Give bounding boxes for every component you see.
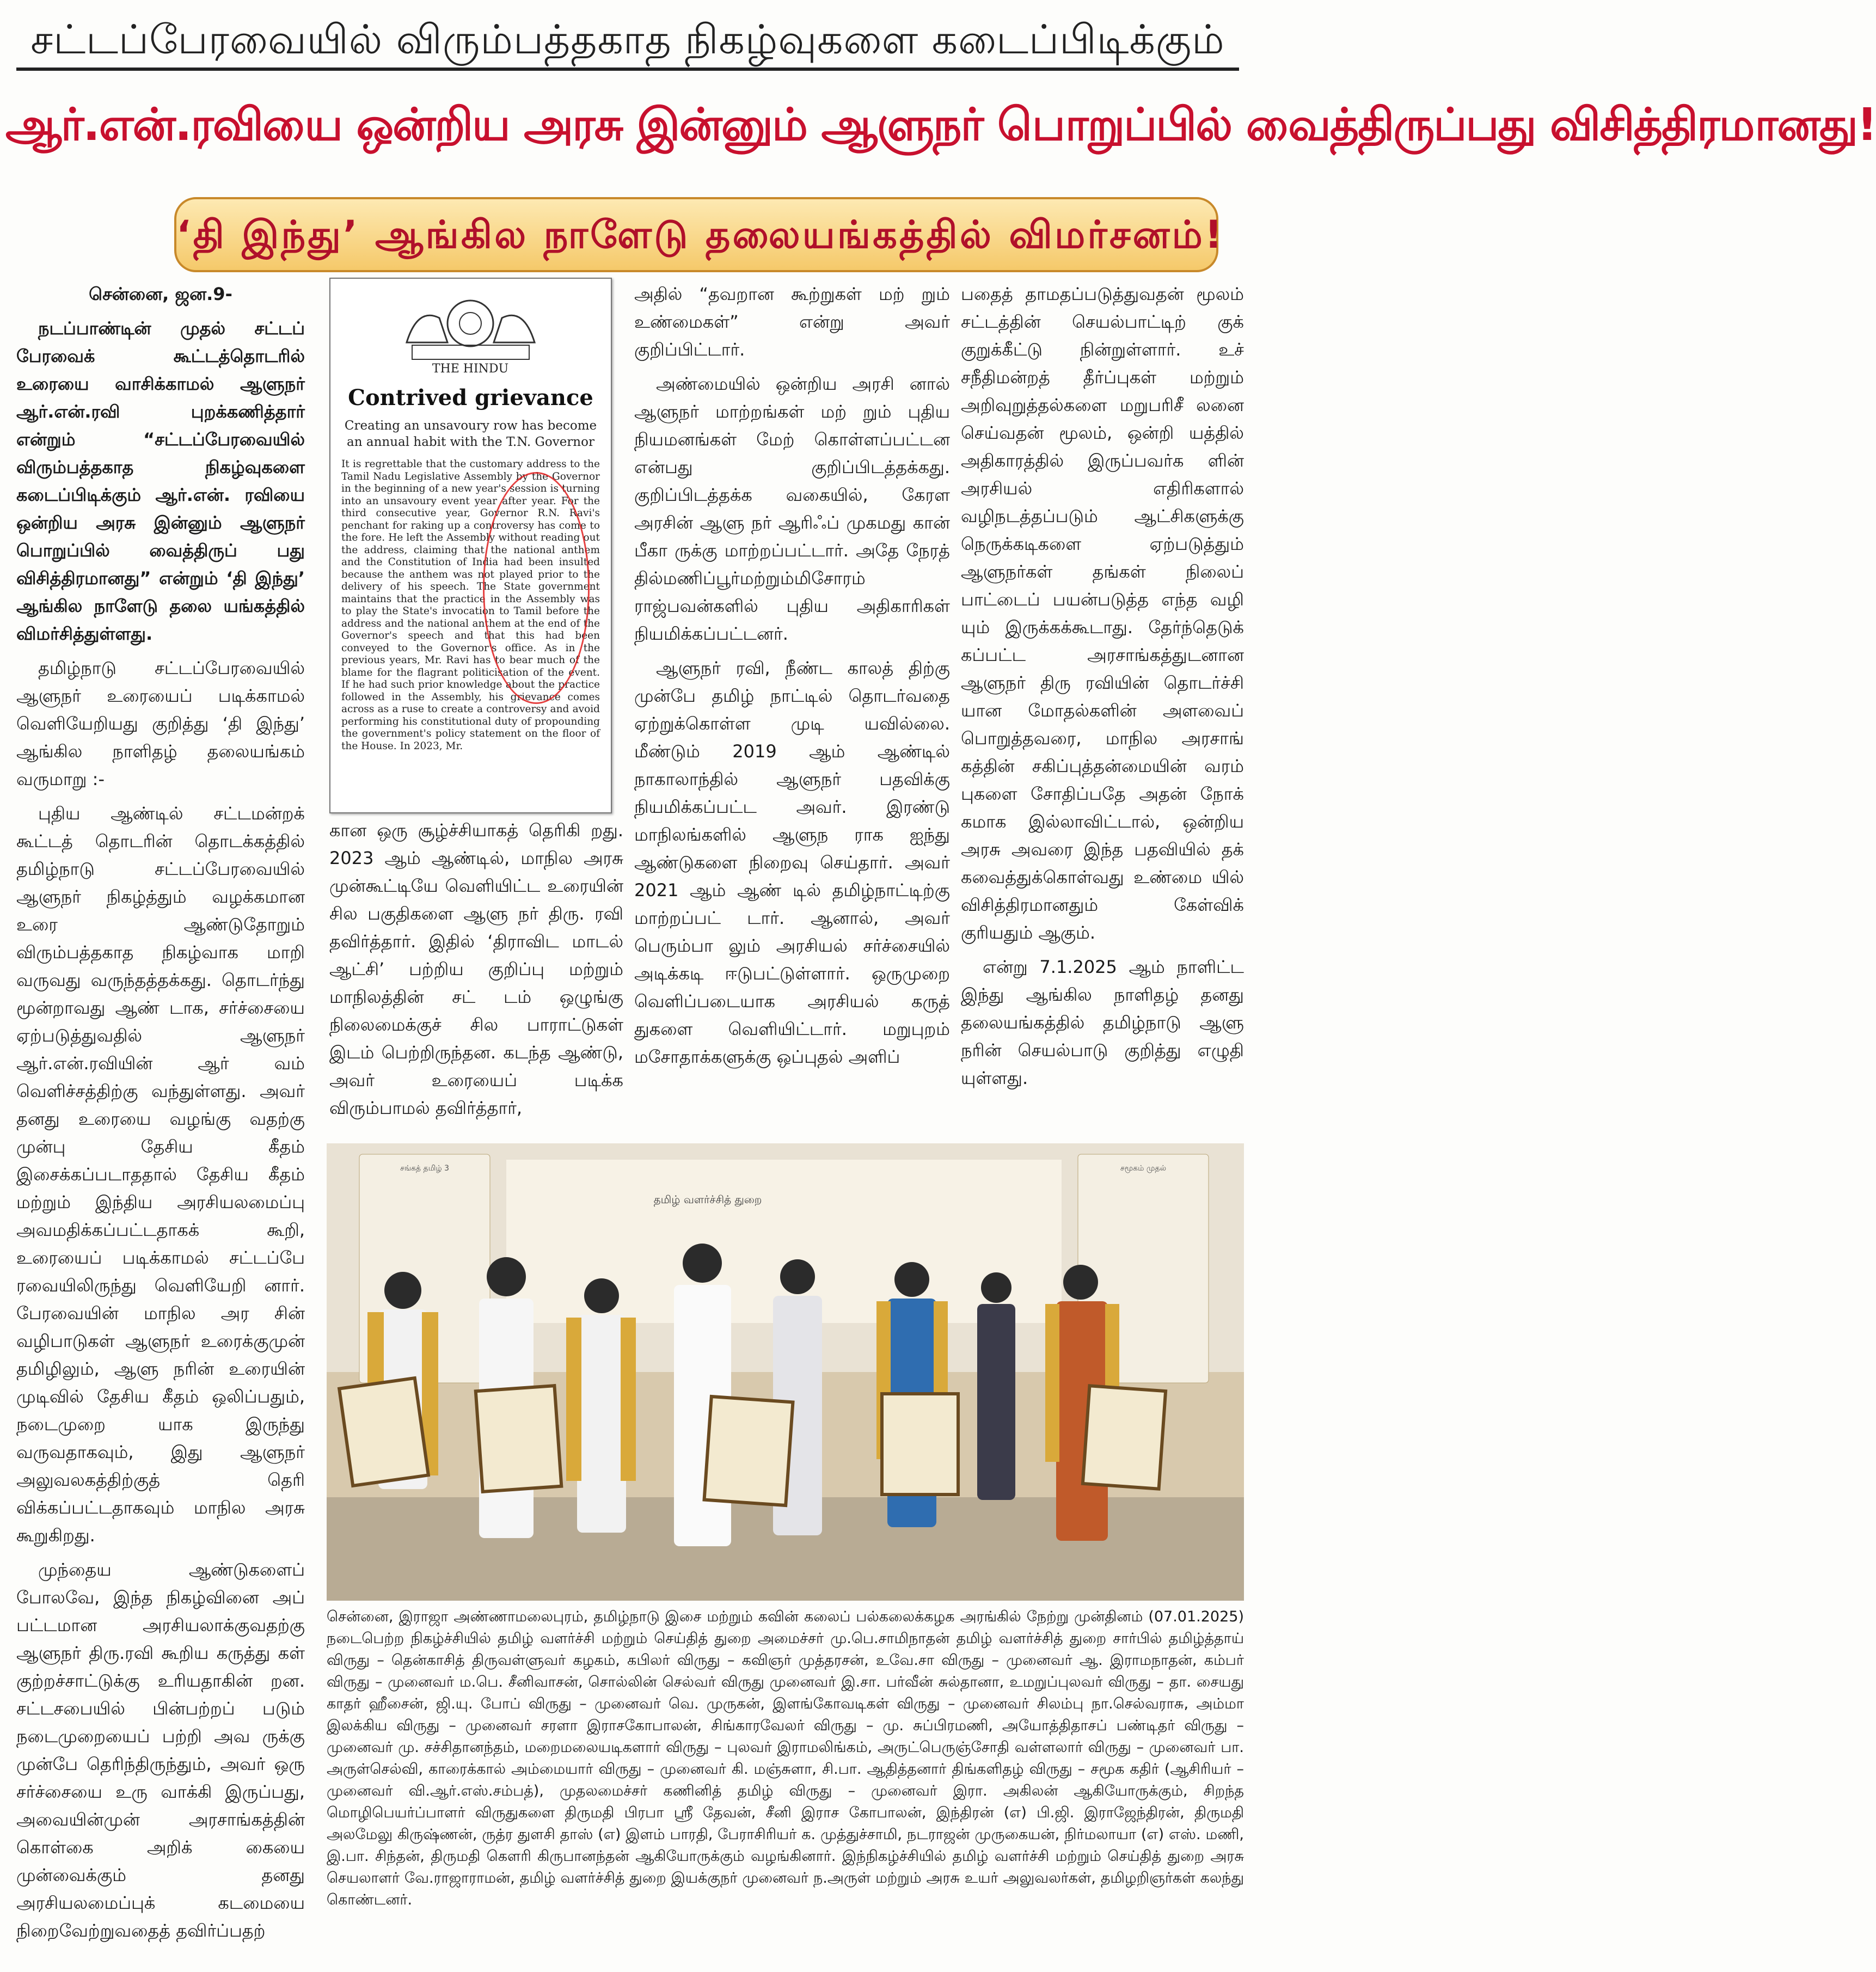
article-paragraph: அண்மையில் ஒன்றிய அரசி னால் ஆளுநர் மாற்றங்கள் மற் றும் புதிய நியமனங்கள் மேற் கொள்ளப்பட்டன என்பது குறிப்பிடத்தக்கது. குறிப்பிடத்தக்க வகையில், கேரள அரசின் ஆளு நர் ஆரிஃப் முகமது கான் பீகா ருக்கு மாற்றப்பட்டார். அதே நேரத் தில்மணிப்பூர்மற்றும்மிசோரம் ராஜ்பவன்களில் புதிய அதிகாரிகள் நியமிக்கப்பட்டனர். — [634, 373, 950, 644]
photo-illustration — [327, 1143, 1244, 1601]
left-standee-text: சங்கத் தமிழ் 3 — [400, 1164, 450, 1173]
article-column-1 — [16, 280, 305, 1963]
article-paragraph: முந்தைய ஆண்டுகளைப் போலவே, இந்த நிகழ்வினை அப் பட்டமான அரசியலாக்குவதற்கு ஆளுநர் திரு.ரவி கூறிய கருத்து கள் குற்றச்சாட்டுக்கு உரியதாகின் றன. சட்டசபையில் பின்பற்றப் படும் நடைமுறையைப் பற்றி அவ ருக்கு முன்பே தெரிந்திருந்தும், அவர் ஒரு சர்ச்சையை உரு வாக்கி இருப்பது, அவையின்முன் அரசாங்கத்தின் கொள்கை அறிக் கையை முன்வைக்கும் தனது அரசியலமைப்புக் கடமையை நிறைவேற்றுவதைத் தவிர்ப்பதற் — [16, 1559, 305, 1941]
article-lead: நடப்பாண்டின் முதல் சட்டப் பேரவைக் கூட்டத்தொடரில் உரையை வாசிக்காமல் ஆளுநர் ஆர்.என்.ரவி புறக்கணித்தார் என்றும் “சட்டப்பேரவையில் விரும்பத்தகாத நிகழ்வுகளை கடைப்பிடிக்கும் ஆர்.என். ரவியை ஒன்றிய அரசு இன்னும் ஆளுநர் பொறுப்பில் வைத்திருப் பது விசித்திரமானது” என்றும் ‘தி இந்து’ ஆங்கில நாளேடு தலை யங்கத்தில் விமர்சித்துள்ளது. — [16, 318, 305, 644]
the-hindu-logo — [396, 291, 545, 378]
masthead-text: THE HINDU — [432, 362, 509, 376]
clipping-title: Contrived grievance — [348, 385, 593, 411]
kicker-headline: சட்டப்பேரவையில் விரும்பத்தகாத நிகழ்வுகளை கடைப்பிடிக்கும் — [30, 16, 1225, 63]
article-column-2 — [329, 817, 623, 1122]
stage-banner-text: தமிழ் வளர்ச்சித் துறை — [653, 1193, 762, 1206]
main-headline: ஆர்.என்.ரவியை ஒன்றிய அரசு இன்னும் ஆளுநர் பொறுப்பில் வைத்திருப்பது விசித்திரமானது! — [5, 99, 1876, 151]
article-paragraph: அதில் “தவறான கூற்றுகள் மற் றும் உண்மைகள்” என்று அவர் குறிப்பிட்டார். — [634, 284, 950, 360]
article-paragraph: கான ஒரு சூழ்ச்சியாகத் தெரிகி றது. 2023 ஆம் ஆண்டில், மாநில அரசு முன்கூட்டியே வெளியிட்ட உரையின் சில பகுதிகளை ஆளு நர் திரு. ரவி தவிர்த்தார். இதில் ‘திராவிட மாடல் ஆட்சி’ பற்றிய குறிப்பு மற்றும் மாநிலத்தின் சட் டம் ஒழுங்கு நிலைமைக்குச் சில பாராட்டுகள் இடம் பெற்றிருந்தன. கடந்த ஆண்டு, அவர் உரையைப் படிக்க விரும்பாமல் தவிர்த்தார், — [329, 820, 623, 1118]
article-column-4 — [961, 280, 1244, 1127]
kicker-rule — [16, 68, 1239, 71]
article-paragraph: தமிழ்நாடு சட்டப்பேரவையில் ஆளுநர் உரையைப் படிக்காமல் வெளியேறியது குறித்து ‘தி இந்து’ ஆங்கில நாளிதழ் தலையங்கம் வருமாறு :- — [16, 658, 305, 789]
sub-banner: ‘தி இந்து’ ஆங்கில நாளேடு தலையங்கத்தில் விமர்சனம்! — [174, 197, 1218, 272]
hindu-editorial-clipping — [329, 278, 612, 813]
clipping-body: It is regrettable that the customary address to the Tamil Nadu Legislative Assembly by the Governor in the beginning of a new year's session is turning into an unsavoury event year after year. For the third consecutive year, Governor R.N. Ravi's penchant for raking up a controversy has come to the fore. He left the Assembly without reading out the address, claiming that the national anthem and the Constitution of India had been insulted because the anthem was not played prior to the delivery of his speech. The State government maintains that the practice in the Assembly was to play the State's invocation to Tamil before the address and the national anthem at the end of the Governor's speech and that this had been conveyed to the Governor's office. As in the previous years, Mr. Ravi has to bear much of the blame for the flagrant politicisation of the event. If he had such prior knowledge about the practice followed in the Assembly, his grievance comes across as a ruse to create a controversy and avoid performing his constitutional duty of propounding the government's policy statement on the floor of the House. In 2023, Mr. — [341, 458, 600, 752]
article-paragraph: புதிய ஆண்டில் சட்டமன்றக் கூட்டத் தொடரின் தொடக்கத்தில் தமிழ்நாடு சட்டப்பேரவையில் ஆளுநர் நிகழ்த்தும் வழக்கமான உரை ஆண்டுதோறும் விரும்பத்தகாத நிகழ்வாக மாறி வருவது வருந்தத்தக்கது. தொடர்ந்து மூன்றாவது ஆண் டாக, சர்ச்சையை ஏற்படுத்துவதில் ஆளுநர் ஆர்.என்.ரவியின் ஆர் வம் வெளிச்சத்திற்கு வந்துள்ளது. அவர் தனது உரையை வழங்கு வதற்கு முன்பு தேசிய கீதம் இசைக்கப்படாததால் தேசிய கீதம் மற்றும் இந்திய அரசியலமைப்பு அவமதிக்கப்பட்டதாகக் கூறி, உரையைப் படிக்காமல் சட்டப்பே ரவையிலிருந்து வெளியேறி னார். பேரவையின் மாநில அர சின் வழிபாடுகள் ஆளுநர் உரைக்குமுன் தமிழிலும், ஆளு நரின் உரையின் முடிவில் தேசிய கீதம் ஒலிப்பதும், நடைமுறை யாக இருந்து வருவதாகவும், இது ஆளுநர் அலுவலகத்திற்குத் தெரி விக்கப்பட்டதாகவும் மாநில அரசு கூறுகிறது. — [16, 803, 305, 1546]
article-paragraph: பதைத் தாமதப்படுத்துவதன் மூலம் சட்டத்தின் செயல்பாட்டிற் குக் குறுக்கீட்டு நின்றுள்ளார். உச் சநீதிமன்றத் தீர்ப்புகள் மற்றும் அறிவுறுத்தல்களை மறுபரிசீ லனை செய்வதன் மூலம், ஒன்றி யத்தில் அதிகாரத்தில் இருப்பவர்க ளின் அரசியல் எதிரிகளால் வழிநடத்தப்படும் ஆட்சிகளுக்கு நெருக்கடிகளை ஏற்படுத்தும் ஆளுநர்கள் தங்கள் நிலைப் பாட்டைப் பயன்படுத்த எந்த வழி யும் இருக்கக்கூடாது. தேர்ந்தெடுக் கப்பட்ட அரசாங்கத்துடனான ஆளுநர் திரு ரவியின் தொடர்ச்சி யான மோதல்களின் அளவைப் பொறுத்தவரை, மாநில அரசாங் கத்தின் சகிப்புத்தன்மையின் வரம் புகளை சோதிப்பதே அதன் நோக் கமாக இல்லாவிட்டால், ஒன்றிய அரசு அவரை இந்த பதவியில் தக் கவைத்துக்கொள்வது உண்மை யில் விசித்திரமானதும் கேள்விக் குரியதும் ஆகும். — [961, 284, 1244, 943]
clipping-subtitle: Creating an unsavoury row has become an annual habit with the T.N. Governor — [344, 419, 597, 449]
article-paragraph: என்று 7.1.2025 ஆம் நாளிட்ட இந்து ஆங்கில நாளிதழ் தனது தலையங்கத்தில் தமிழ்நாடு ஆளு நரின் செயல்பாடு குறித்து எழுதி யுள்ளது. — [961, 957, 1244, 1088]
article-column-3 — [634, 280, 950, 1127]
red-circle-annotation — [483, 472, 590, 704]
right-standee-text: சமூகம் முதல் — [1120, 1164, 1167, 1173]
dateline: சென்னை, ஜன.9- — [89, 284, 232, 304]
article-paragraph: ஆளுநர் ரவி, நீண்ட காலத் திற்கு முன்பே தமிழ் நாட்டில் தொடர்வதை ஏற்றுக்கொள்ள முடி யவில்லை. மீண்டும் 2019 ஆம் ஆண்டில் நாகாலாந்தில் ஆளுநர் பதவிக்கு நியமிக்கப்பட்ட அவர். இரண்டு மாநிலங்களில் ஆளுந ராக ஐந்து ஆண்டுகளை நிறைவு செய்தார். அவர் 2021 ஆம் ஆண் டில் தமிழ்நாட்டிற்கு மாற்றப்பட் டார். ஆனால், அவர் பெரும்பா லும் அரசியல் சர்ச்சையில் அடிக்கடி ஈடுபட்டுள்ளார். ஒருமுறை வெளிப்படையாக அரசியல் கருத் துகளை வெளியிட்டார். மறுபுறம் மசோதாக்களுக்கு ஒப்புதல் அளிப் — [634, 658, 950, 1067]
award-ceremony-photo — [327, 1143, 1244, 1601]
photo-caption: சென்னை, இராஜா அண்ணாமலைபுரம், தமிழ்நாடு இசை மற்றும் கவின் கலைப் பல்கலைக்கழக அரங்கில் நேற்று முன்தினம் (07.01.2025) நடைபெற்ற நிகழ்ச்சியில் தமிழ் வளர்ச்சி மற்றும் செய்தித் துறை அமைச்சர் மு.பெ.சாமிநாதன் தமிழ் வளர்ச்சித் துறை சார்பில் தமிழ்த்தாய் விருது – தென்காசித் திருவள்ளுவர் கழகம், கபிலர் விருது – கவிஞர் முத்தரசன், உவே.சா விருது – முனைவர் ஆ. இராமநாதன், கம்பர் விருது – முனைவர் ம.பெ. சீனிவாசன், சொல்லின் செல்வர் விருது முனைவர் இ.சா. பர்வீன் சுல்தானா, உமறுப்புலவர் விருது – தா. சையது காதர் ஹீசைன், ஜி.யு. போப் விருது – முனைவர் வெ. முருகன், இளங்கோவடிகள் விருது – முனைவர் சிலம்பு நா.செல்வராசு, அம்மா இலக்கிய விருது – முனைவர் சரளா இராசகோபாலன், சிங்காரவேலர் விருது – மு. சுப்பிரமணி, அயோத்திதாசப் பண்டிதர் விருது – முனைவர் மு. சச்சிதானந்தம், மறைமலையடிகளார் விருது – புலவர் இராமலிங்கம், அருட்பெருஞ்சோதி வள்ளலார் விருது – முனைவர் பா. அருள்செல்வி, காரைக்கால் அம்மையார் விருது – முனைவர் கி. மஞ்சுளா, சி.பா. ஆதித்தனார் திங்களிதழ் விருது – சமூக கதிர் (ஆசிரியர் – முனைவர் வி.ஆர்.எஸ்.சம்பத்), முதலமைச்சர் கணினித் தமிழ் விருது – முனைவர் இரா. அகிலன் ஆகியோருக்கும், சிறந்த மொழிபெயர்ப்பாளர் விருதுகளை திருமதி பிரபா ஸ்ரீ தேவன், சீனி இராச கோபாலன், இந்திரன் (எ) பி.ஜி. இராஜேந்திரன், திருமதி அலமேலு கிருஷ்ணன், ருத்ர துளசி தாஸ் (எ) இளம் பாரதி, பேராசிரியர் க. முத்துச்சாமி, நடராஜன் முருகையன், நிர்மலாயா (எ) எஸ். மணி, இ.பா. சிந்தன், திருமதி கௌரி கிருபானந்தன் ஆகியோருக்கும் வழங்கினார். இந்நிகழ்ச்சியில் தமிழ் வளர்ச்சி மற்றும் செய்தித் துறை அரசு செயலாளர் வே.ராஜாராமன், தமிழ் வளர்ச்சித் துறை இயக்குநர் முனைவர் ந.அருள் மற்றும் அரசு உயர் அலுவலர்கள், தமிழறிஞர்கள் கலந்து கொண்டனர். — [327, 1608, 1244, 1908]
